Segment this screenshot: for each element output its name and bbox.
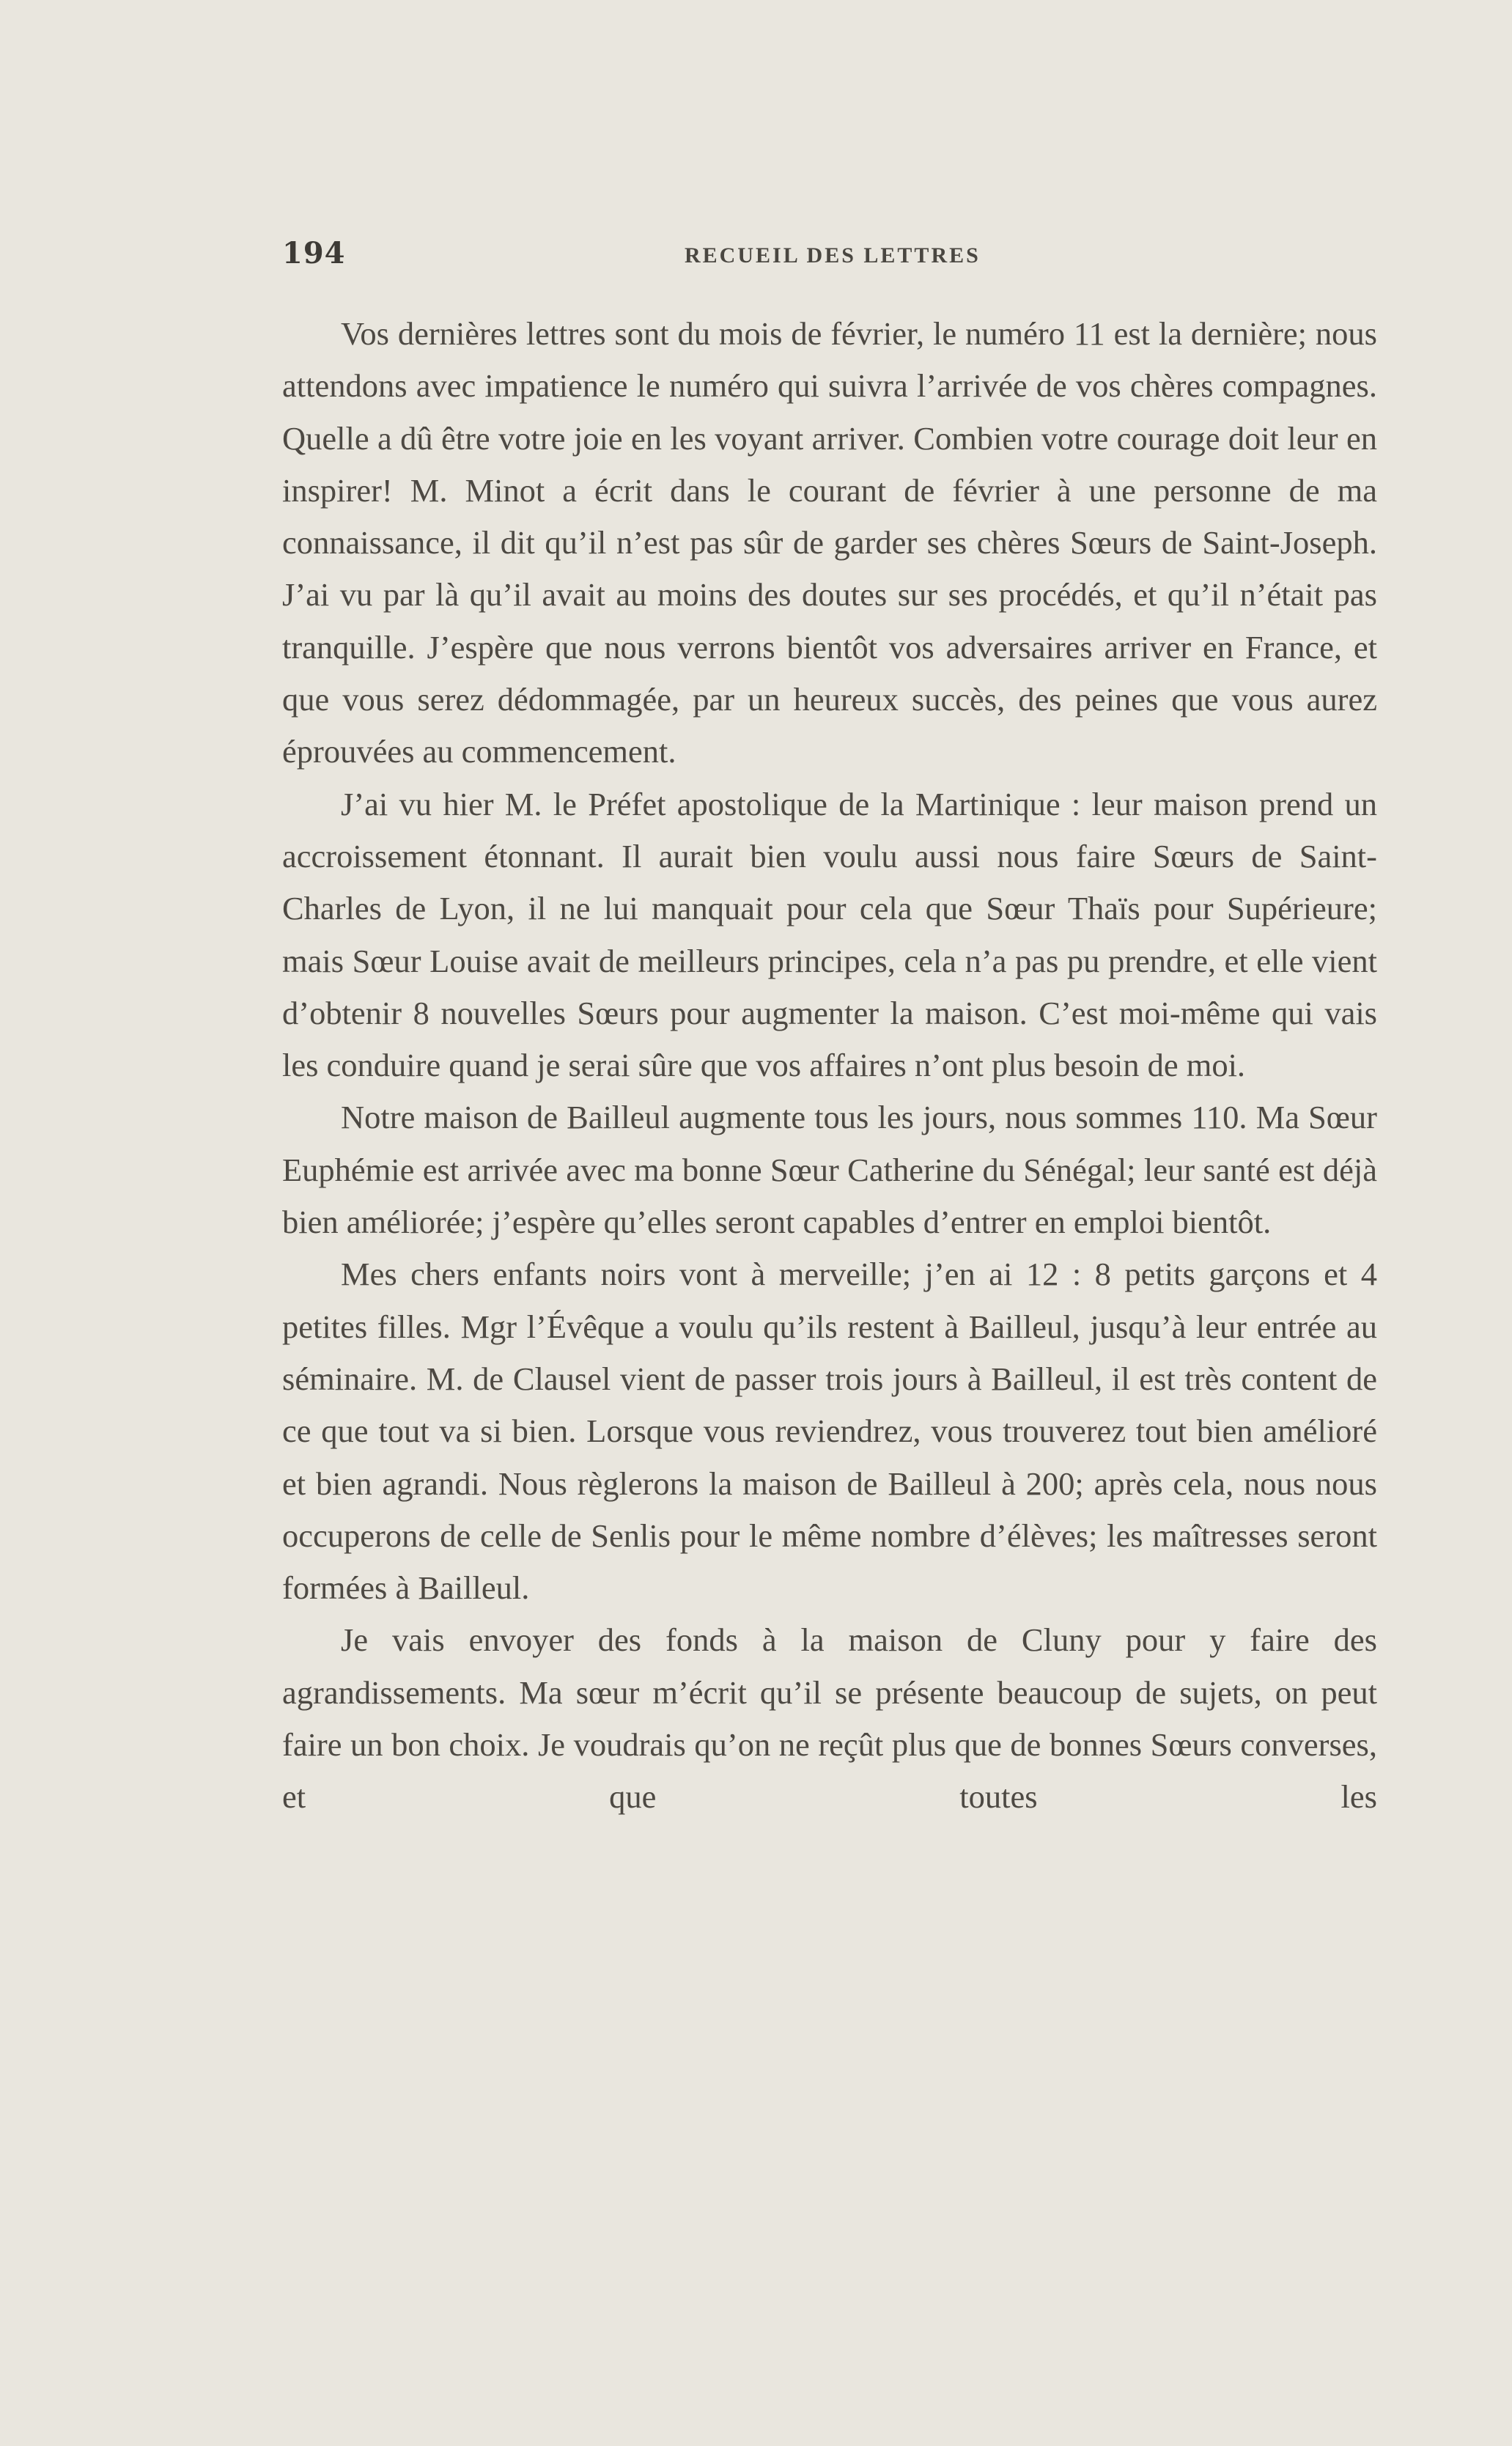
- running-head: RECUEIL DES LETTRES: [685, 243, 981, 268]
- letter-body: [282, 308, 1377, 1824]
- page-header: [282, 236, 1377, 280]
- paragraph: Mes chers enfants noirs vont à merveille; j’en ai 12 : 8 petits garçons et 4 petites filles. Mgr l’Évêque a voulu qu’ils restent à Bailleul, jusqu’à leur entrée au séminaire. M. de Clausel vient de passer trois jours à Bailleul, il est très content de ce que tout va si bien. Lorsque vous reviendrez, vous trouverez tout bien amélioré et bien agrandi. Nous règlerons la maison de Bailleul à 200; après cela, nous nous occuperons de celle de Senlis pour le même nombre d’élèves; les maîtresses seront formées à Bailleul.: [282, 1256, 1377, 1607]
- paragraph: Je vais envoyer des fonds à la maison de Cluny pour y faire des agrandissements. Ma sœur m’écrit qu’il se présente beaucoup de sujets, on peut faire un bon choix. Je voudrais qu’on ne reçût plus que de bonnes Sœurs converses, et que toutes les: [282, 1621, 1377, 1816]
- paragraph: Vos dernières lettres sont du mois de février, le numéro 11 est la dernière; nous attendons avec impatience le numéro qui suivra l’arrivée de vos chères compagnes. Quelle a dû être votre joie en les voyant arriver. Combien votre courage doit leur en inspirer! M. Minot a écrit dans le courant de février à une personne de ma connaissance, il dit qu’il n’est pas sûr de garder ses chères Sœurs de Saint-Joseph. J’ai vu par là qu’il avait au moins des doutes sur ses procédés, et qu’il n’était pas tranquille. J’espère que nous verrons bientôt vos adversaires arriver en France, et que vous serez dédommagée, par un heureux succès, des peines que vous aurez éprouvées au commencement.: [282, 315, 1377, 770]
- page-number: 194: [282, 236, 346, 270]
- paragraph: Notre maison de Bailleul augmente tous les jours, nous sommes 110. Ma Sœur Euphémie est arrivée avec ma bonne Sœur Catherine du Sénégal; leur santé est déjà bien améliorée; j’espère qu’elles seront capables d’entrer en emploi bientôt.: [282, 1099, 1377, 1241]
- paragraph: J’ai vu hier M. le Préfet apostolique de la Martinique : leur maison prend un accroissement étonnant. Il aurait bien voulu aussi nous faire Sœurs de Saint-Charles de Lyon, il ne lui manquait pour cela que Sœur Thaïs pour Supérieure; mais Sœur Louise avait de meilleurs principes, cela n’a pas pu prendre, et elle vient d’obtenir 8 nouvelles Sœurs pour augmenter la maison. C’est moi-même qui vais les conduire quand je serai sûre que vos affaires n’ont plus besoin de moi.: [282, 785, 1377, 1084]
